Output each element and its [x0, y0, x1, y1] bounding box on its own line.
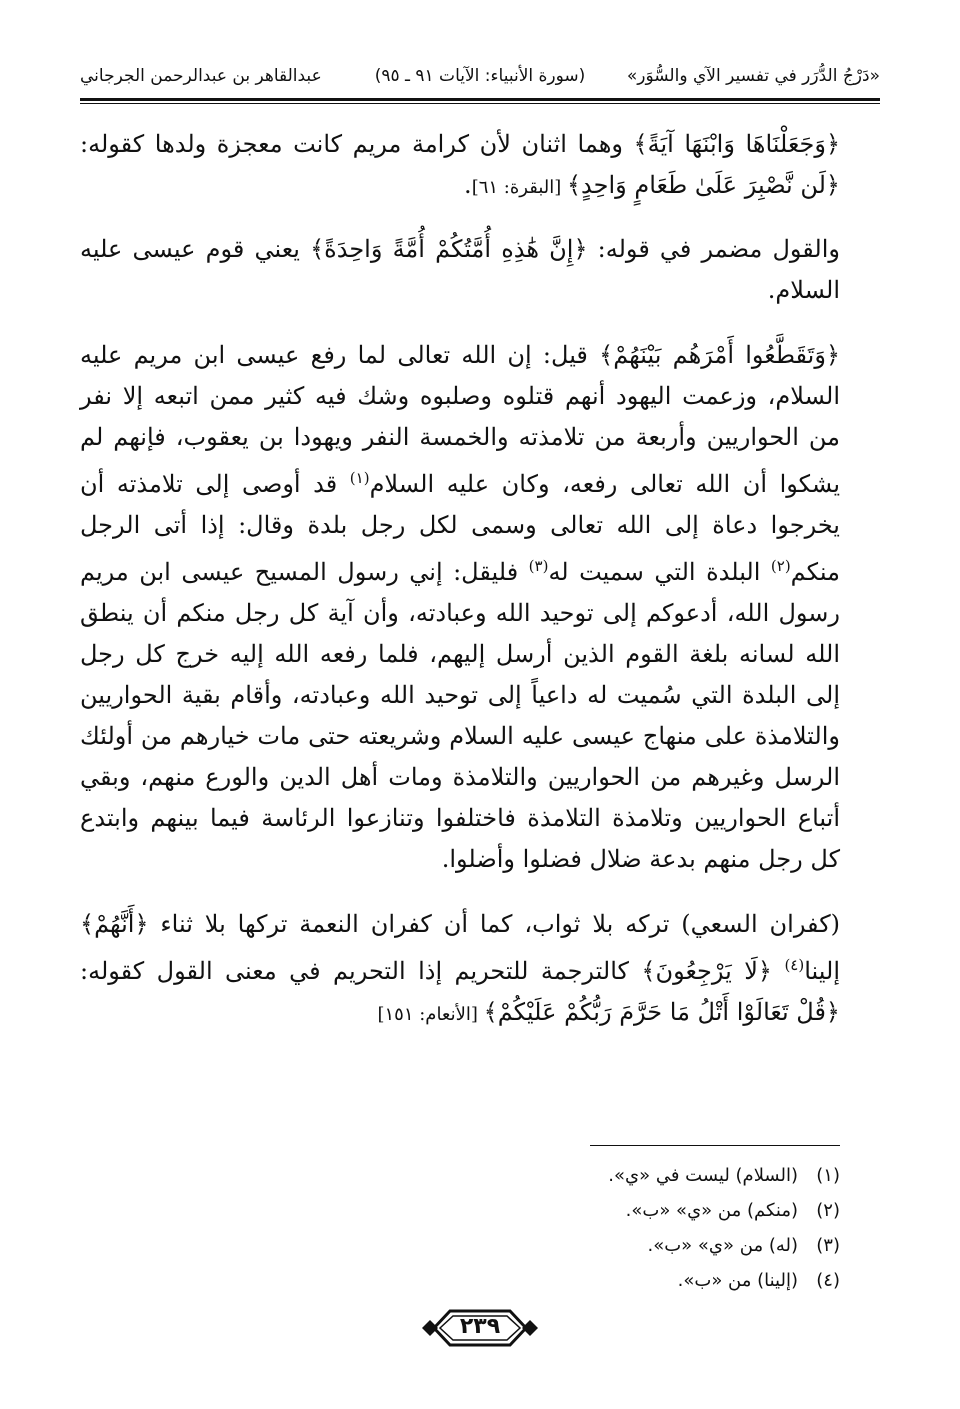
header-rule-thick — [80, 98, 880, 101]
quran-quote: ﴿وَجَعَلْنَاهَا وَابْنَهَا آيَةً﴾ — [633, 130, 841, 158]
paragraph-text: والقول مضمر في قوله: — [587, 235, 840, 263]
header-rule-thin — [80, 103, 880, 104]
main-text — [80, 124, 840, 1056]
footnote — [400, 1158, 840, 1193]
footnote-number: (٣) — [816, 1235, 840, 1256]
paragraph-4 — [80, 904, 840, 1035]
header-author: عبدالقاهر بن عبدالرحمن الجرجاني — [80, 66, 322, 86]
footnote-text: (منكم) من «ي» «ب». — [625, 1200, 798, 1221]
paragraph-2 — [80, 229, 840, 311]
paragraph-text: البلدة التي سميت له — [548, 558, 771, 586]
footnote-text: (إلينا) من «ب». — [677, 1270, 798, 1291]
footnote-marker: (٣) — [528, 557, 549, 575]
footnote-number: (٤) — [816, 1270, 840, 1291]
footnote-text: (السلام) ليست في «ي». — [608, 1165, 798, 1186]
paragraph-text: قد أوصى إلى تلامذته أن يخرجوا دعاة إلى الله تعالى وسمى لكل رجل بلدة وقال: إذا أتى الرجل منكم — [80, 470, 840, 586]
footnotes — [400, 1158, 840, 1298]
quran-quote: ﴿قُلْ تَعَالَوْا أَتْلُ مَا حَرَّمَ رَبُّكُمْ عَلَيْكُمْ﴾ — [483, 998, 840, 1026]
paragraph-end: . — [464, 171, 472, 199]
footnote-separator — [590, 1145, 840, 1146]
footnote-number: (١) — [816, 1165, 840, 1186]
paragraph-text: قيل: إن الله تعالى لما رفع عيسى ابن مريم عليه السلام، وزعمت اليهود أنهم قتلوه وصلبوه وشك فيه كثير ممن اتبعه إلا نفر من الحواريين وأربعة من تلامذته والخمسة النفر ويهودا بن يعقوب، فإنهم لم يشكوا أن الله تعالى رفعه، وكان عليه السلام — [80, 341, 840, 498]
verse-reference: [الأنعام: ١٥١] — [377, 1004, 484, 1025]
quran-quote: ﴿لَا يَرْجِعُونَ﴾ — [641, 957, 772, 985]
footnote-number: (٢) — [816, 1200, 840, 1221]
paragraph-3 — [80, 335, 840, 880]
quran-quote: ﴿وَتَقَطَّعُوا أَمْرَهُم بَيْنَهُمْ﴾ — [599, 341, 841, 369]
running-header — [80, 66, 880, 94]
paragraph-text: وهما اثنان لأن كرامة مريم كانت معجزة ولدها كقوله: — [80, 130, 634, 158]
paragraph-text: (كفران السعي) تركه بلا ثواب، كما أن كفران النعمة تركها بلا ثناء — [148, 910, 840, 938]
footnote-text: (له) من «ي» «ب». — [647, 1235, 798, 1256]
paragraph-text: كالترجمة للتحريم إذا التحريم في معنى القول كقوله: — [80, 957, 642, 985]
paragraph-text — [772, 957, 784, 985]
footnote-marker: (١) — [349, 469, 370, 487]
footnote — [400, 1228, 840, 1263]
header-section: (سورة الأنبياء: الآيات ٩١ ـ ٩٥) — [374, 66, 586, 86]
footnote-marker: (٢) — [770, 557, 791, 575]
quran-quote: ﴿أَنَّهُمْ﴾ — [80, 910, 149, 938]
paragraph-1 — [80, 124, 840, 208]
footnote-marker: (٤) — [784, 956, 805, 974]
verse-reference: [البقرة: ٦١] — [471, 177, 567, 198]
header-book-title: «دَرْجُ الدُّرَر في تفسير الآي والسُّوَر» — [626, 66, 880, 86]
paragraph-text: يعني قوم عيسى عليه السلام. — [80, 235, 840, 304]
footnote — [400, 1263, 840, 1298]
footnote — [400, 1193, 840, 1228]
paragraph-text: فليقل: إني رسول المسيح عيسى ابن مريم رسول الله، أدعوكم إلى توحيد الله وعبادته، وأن آية كل رجل منكم أن ينطق الله لسانه بلغة القوم الذين أرسل إليهم، فلما رفعه الله إليه خرج كل رجل إلى البلدة التي سُميت له داعياً إلى توحيد الله وعبادته، وأقام بقية الحواريين والتلامذة على منهاج عيسى عليه السلام وشريعته حتى مات خيارهم من أولئك الرسل وغيرهم من الحواريين والتلامذة ومات أهل الدين والورع منهم، وبقي أتباع الحواريين وتلامذة التلامذة فاختلفوا وتنازعوا الرئاسة فيما بينهم وابتدع كل رجل منهم بدعة ضلال فضلوا وأضلوا. — [80, 558, 841, 873]
page-number: ٢٣٩ — [459, 1314, 501, 1339]
page-number-ornament — [420, 1305, 540, 1351]
paragraph-text: إلينا — [804, 957, 840, 985]
quran-quote: ﴿إِنَّ هَٰذِهِ أُمَّتُكُمْ أُمَّةً وَاحِدَةً﴾ — [310, 235, 588, 263]
quran-quote: ﴿لَن نَّصْبِرَ عَلَىٰ طَعَامٍ وَاحِدٍ﴾ — [566, 171, 840, 199]
